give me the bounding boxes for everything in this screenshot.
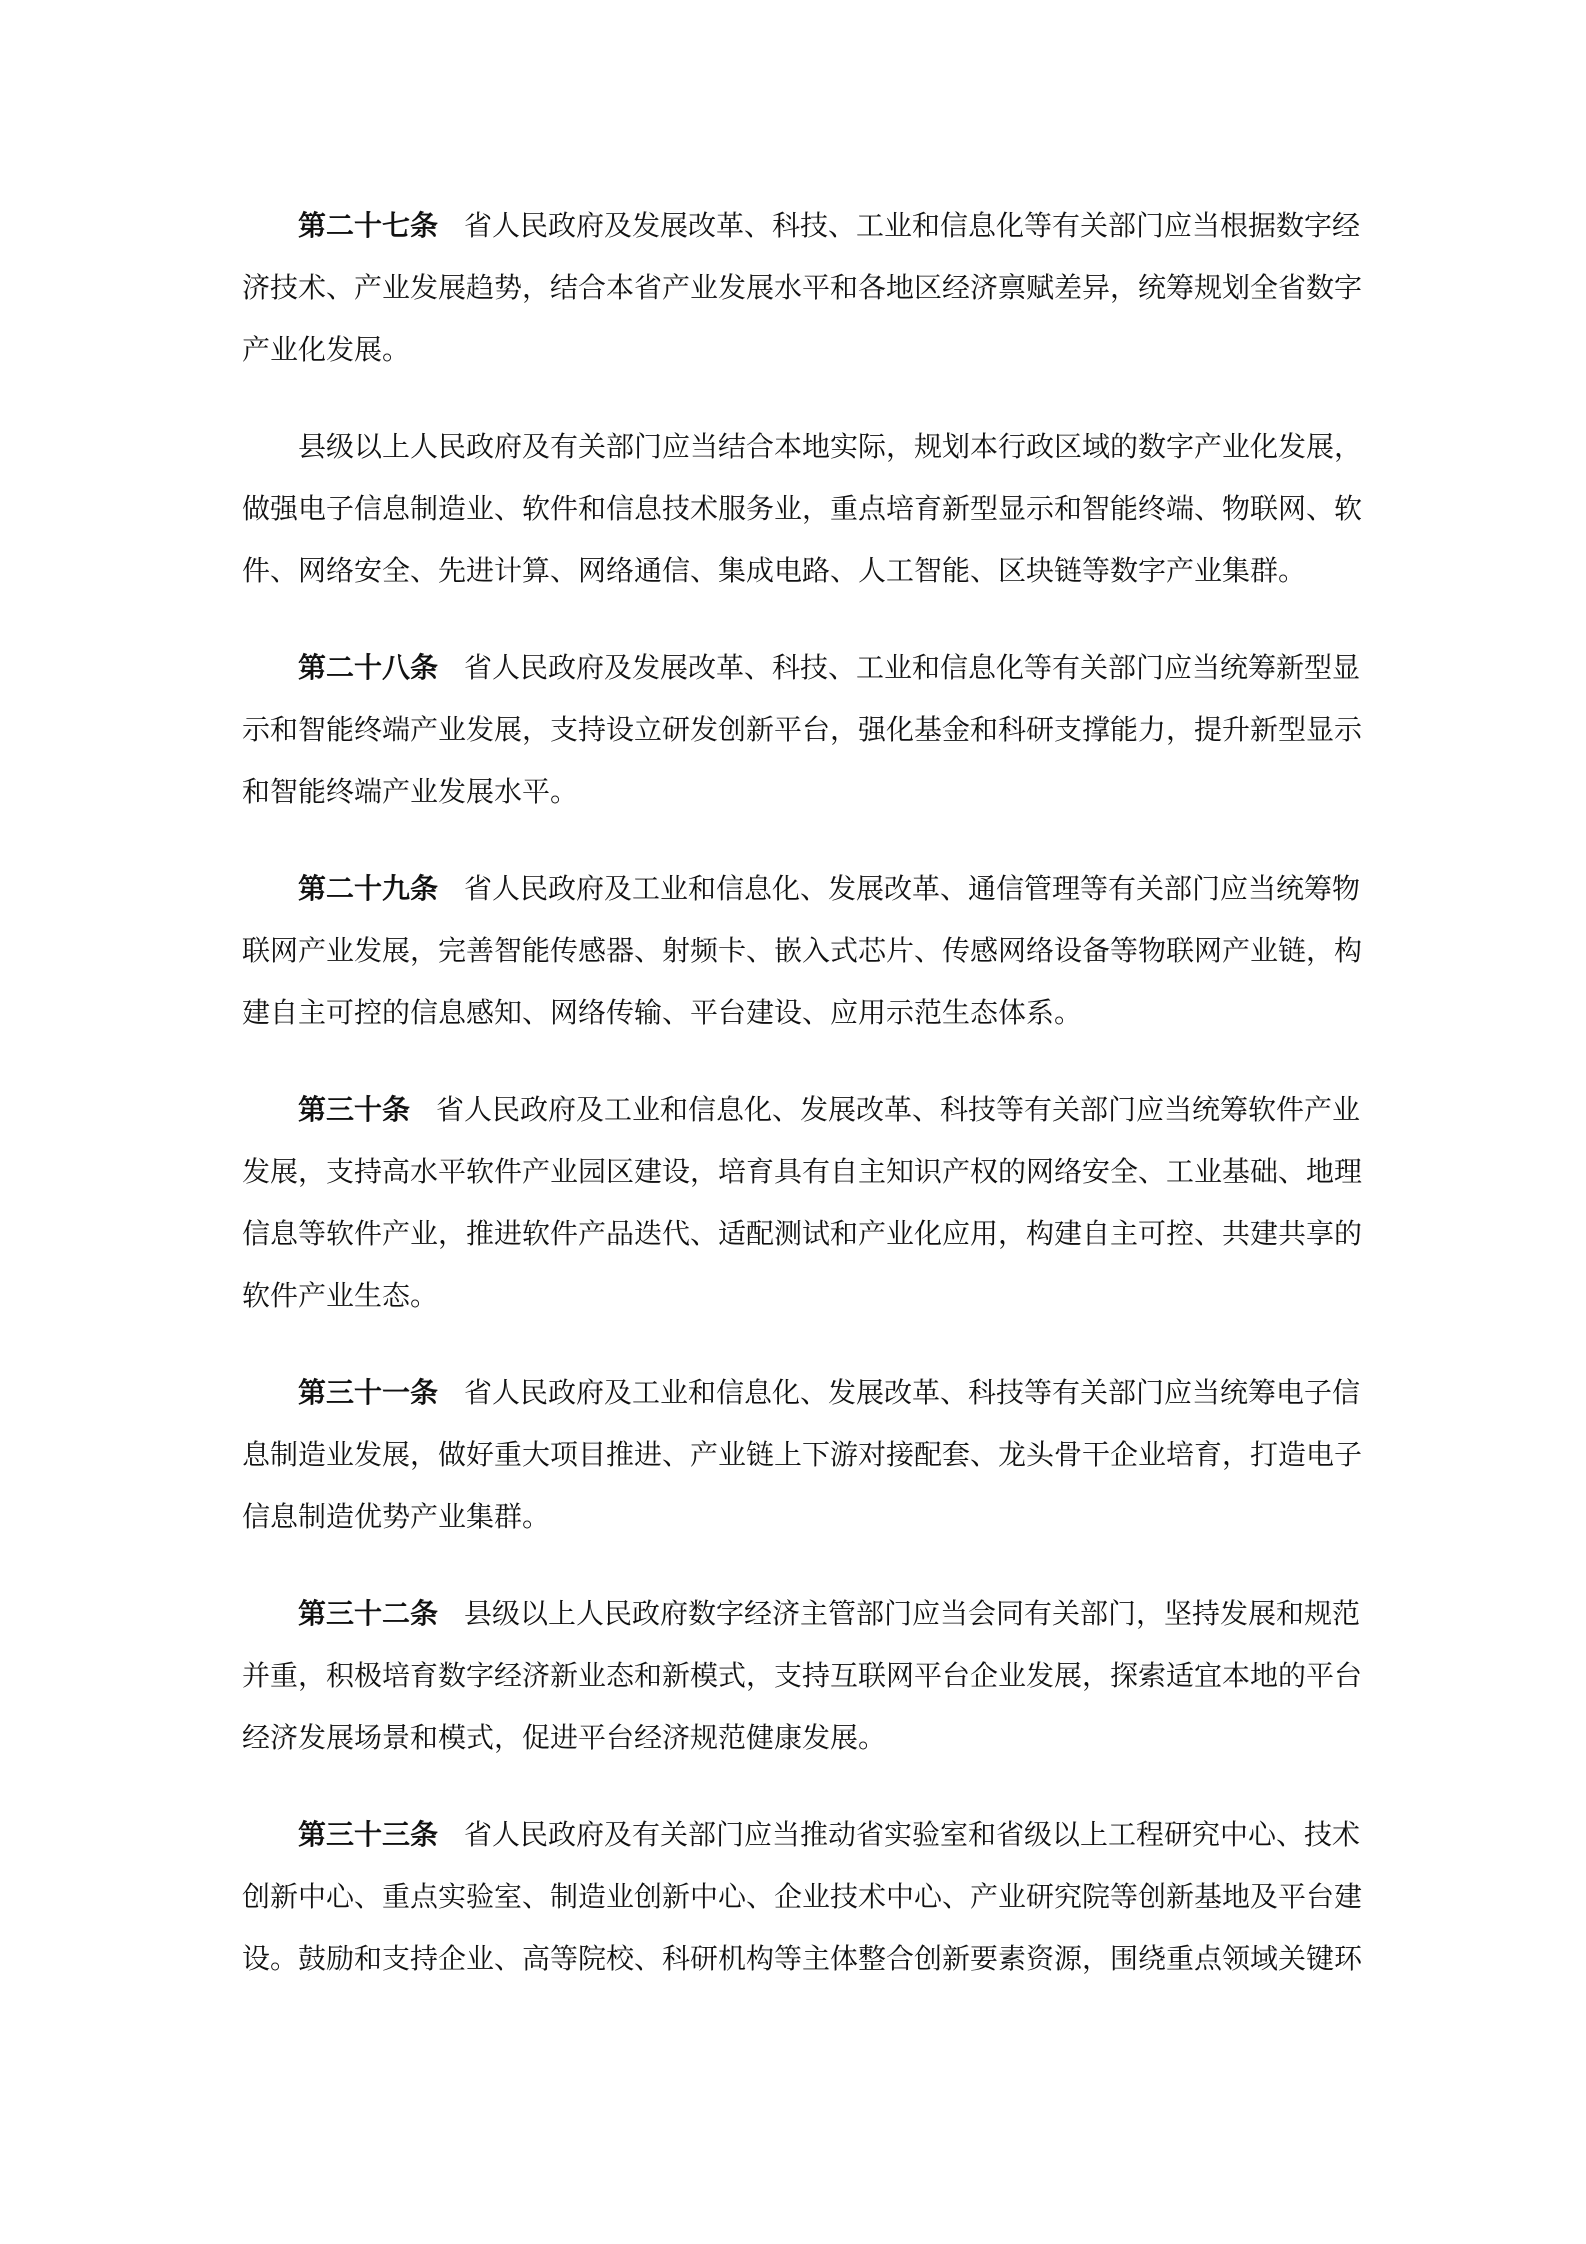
document-body	[242, 195, 1363, 2025]
line-text: 联网产业发展，完善智能传感器、射频卡、嵌入式芯片、传感网络设备等物联网产业链，构	[242, 934, 1363, 967]
text-line	[242, 1707, 1355, 1769]
line-text: 创新中心、重点实验室、制造业创新中心、企业技术中心、产业研究院等创新基地及平台建	[242, 1880, 1363, 1913]
line-text: 省人民政府及工业和信息化、发展改革、科技等有关部门应当统筹电子信	[464, 1376, 1361, 1409]
article-paragraph	[242, 1362, 1363, 1548]
article-heading: 第二十八条	[298, 651, 439, 684]
text-line	[242, 699, 1363, 761]
text-line	[242, 1486, 1355, 1548]
line-text: 省人民政府及工业和信息化、发展改革、通信管理等有关部门应当统筹物	[464, 872, 1361, 905]
line-text: 经济发展场景和模式，促进平台经济规范健康发展。	[242, 1721, 887, 1754]
text-line	[242, 478, 1363, 540]
line-text: 和智能终端产业发展水平。	[242, 775, 579, 808]
text-line	[242, 1203, 1363, 1265]
line-text: 信息制造优势产业集群。	[242, 1500, 551, 1533]
text-line	[242, 920, 1363, 982]
text-line	[242, 1928, 1363, 1990]
text-line	[242, 1866, 1363, 1928]
text-line	[242, 1079, 1361, 1141]
article-heading: 第三十二条	[298, 1597, 439, 1630]
line-text: 息制造业发展，做好重大项目推进、产业链上下游对接配套、龙头骨干企业培育，打造电子	[242, 1438, 1363, 1471]
text-line	[242, 1645, 1363, 1707]
article-paragraph	[242, 1804, 1363, 1990]
line-text: 信息等软件产业，推进软件产品迭代、适配测试和产业化应用，构建自主可控、共建共享的	[242, 1217, 1363, 1250]
line-text: 产业化发展。	[242, 333, 411, 366]
line-text: 示和智能终端产业发展，支持设立研发创新平台，强化基金和科研支撑能力，提升新型显示	[242, 713, 1363, 746]
article-paragraph	[242, 858, 1363, 1044]
article-paragraph	[242, 637, 1363, 823]
line-text: 济技术、产业发展趋势，结合本省产业发展水平和各地区经济禀赋差异，统筹规划全省数字	[242, 271, 1363, 304]
article-heading: 第三十条	[298, 1093, 411, 1126]
line-text: 做强电子信息制造业、软件和信息技术服务业，重点培育新型显示和智能终端、物联网、软	[242, 492, 1363, 525]
text-line	[242, 982, 1355, 1044]
article-paragraph	[242, 1079, 1363, 1327]
text-line	[242, 637, 1361, 699]
text-line	[242, 1424, 1363, 1486]
line-text: 县级以上人民政府及有关部门应当结合本地实际，规划本行政区域的数字产业化发展，	[298, 430, 1363, 463]
text-line	[242, 1583, 1361, 1645]
line-text: 发展，支持高水平软件产业园区建设，培育具有自主知识产权的网络安全、工业基础、地理	[242, 1155, 1363, 1188]
line-text: 设。鼓励和支持企业、高等院校、科研机构等主体整合创新要素资源，围绕重点领域关键环	[242, 1942, 1363, 1975]
line-text: 省人民政府及发展改革、科技、工业和信息化等有关部门应当统筹新型显	[464, 651, 1361, 684]
line-text: 建自主可控的信息感知、网络传输、平台建设、应用示范生态体系。	[242, 996, 1083, 1029]
text-line	[242, 257, 1363, 319]
line-text: 省人民政府及发展改革、科技、工业和信息化等有关部门应当根据数字经	[464, 209, 1361, 242]
text-line	[242, 1362, 1361, 1424]
line-text: 省人民政府及工业和信息化、发展改革、科技等有关部门应当统筹软件产业	[436, 1093, 1361, 1126]
text-line	[242, 1804, 1361, 1866]
text-line	[242, 1265, 1355, 1327]
article-heading: 第三十一条	[298, 1376, 439, 1409]
article-heading: 第三十三条	[298, 1818, 439, 1851]
text-line	[242, 319, 1355, 381]
line-text: 县级以上人民政府数字经济主管部门应当会同有关部门，坚持发展和规范	[464, 1597, 1361, 1630]
text-line	[242, 1141, 1363, 1203]
line-text: 软件产业生态。	[242, 1279, 439, 1312]
line-text: 并重，积极培育数字经济新业态和新模式，支持互联网平台企业发展，探索适宜本地的平台	[242, 1659, 1363, 1692]
text-line	[242, 416, 1363, 478]
text-line	[242, 858, 1361, 920]
article-heading: 第二十九条	[298, 872, 439, 905]
article-heading: 第二十七条	[298, 209, 439, 242]
text-line	[242, 761, 1355, 823]
paragraph	[242, 416, 1363, 602]
article-paragraph	[242, 1583, 1363, 1769]
text-line	[242, 540, 1355, 602]
article-paragraph	[242, 195, 1363, 381]
text-line	[242, 195, 1361, 257]
line-text: 省人民政府及有关部门应当推动省实验室和省级以上工程研究中心、技术	[464, 1818, 1361, 1851]
line-text: 件、网络安全、先进计算、网络通信、集成电路、人工智能、区块链等数字产业集群。	[242, 554, 1307, 587]
